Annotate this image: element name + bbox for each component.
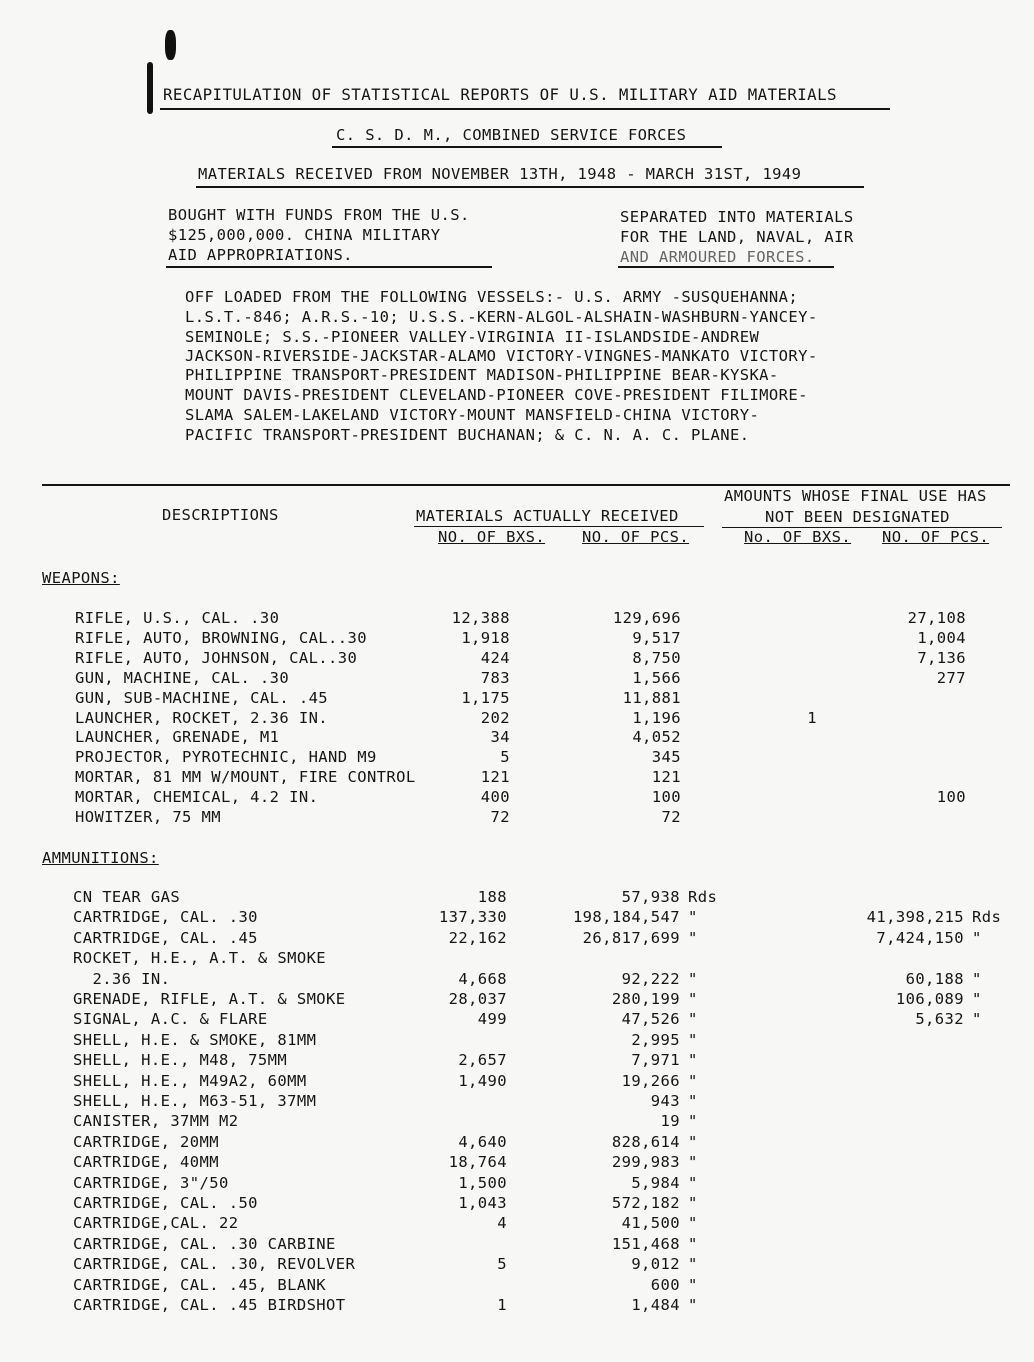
ammunition-received-boxes: 188 (477, 888, 507, 906)
ammunition-received-boxes: 22,162 (448, 929, 507, 947)
weapon-received-pieces: 129,696 (612, 609, 681, 627)
weapon-received-boxes: 424 (480, 649, 510, 667)
ammunition-description: CARTRIDGE, 3"/50 (73, 1174, 229, 1192)
weapon-received-boxes: 121 (480, 768, 510, 786)
header-recv-pcs: NO. OF PCS. (582, 528, 690, 546)
weapon-received-pieces: 345 (651, 748, 681, 766)
ammunition-received-pieces: 572,182 (611, 1194, 680, 1212)
ammunition-received-pieces: 2,995 (631, 1031, 680, 1049)
header-und-bxs: No. OF BXS. (744, 528, 852, 546)
ammunition-unit: " (688, 1276, 698, 1294)
ammunition-undesignated-pieces: 5,632 (915, 1010, 964, 1028)
ammunition-received-pieces: 1,484 (631, 1296, 680, 1314)
ammunition-received-boxes: 4,640 (458, 1133, 507, 1151)
ammunition-description: CANISTER, 37MM M2 (73, 1112, 239, 1130)
ammunition-unit: " (688, 1072, 698, 1090)
ammunition-received-pieces: 151,468 (611, 1235, 680, 1253)
ammunition-received-pieces: 299,983 (611, 1153, 680, 1171)
staple-mark (165, 30, 176, 60)
weapon-description: LAUNCHER, ROCKET, 2.36 IN. (75, 709, 329, 727)
vessels-line: SLAMA SALEM-LAKELAND VICTORY-MOUNT MANSFIELD-CHINA VICTORY- (185, 406, 760, 424)
vessels-line: PHILIPPINE TRANSPORT-PRESIDENT MADISON-PHILIPPINE BEAR-KYSKA- (185, 366, 779, 384)
table-top-rule (42, 484, 1010, 486)
weapon-undesignated-pieces: 1,004 (917, 629, 966, 647)
funding-line-2: $125,000,000. CHINA MILITARY (168, 226, 441, 244)
ammunition-received-pieces: 19 (660, 1112, 680, 1130)
ammunition-description: SHELL, H.E., M48, 75MM (73, 1051, 288, 1069)
ammunition-undesignated-unit: " (972, 929, 982, 947)
weapon-received-boxes: 1,918 (461, 629, 510, 647)
weapon-description: GUN, SUB-MACHINE, CAL. .45 (75, 689, 329, 707)
weapon-description: HOWITZER, 75 MM (75, 808, 221, 826)
weapon-received-boxes: 72 (490, 808, 510, 826)
ammunition-unit: " (688, 1051, 698, 1069)
weapon-description: RIFLE, AUTO, JOHNSON, CAL..30 (75, 649, 358, 667)
ammunition-unit: " (688, 1174, 698, 1192)
vessels-line: L.S.T.-846; A.R.S.-10; U.S.S.-KERN-ALGOL-ALSHAIN-WASHBURN-YANCEY- (185, 308, 818, 326)
ammunition-description: SHELL, H.E. & SMOKE, 81MM (73, 1031, 317, 1049)
ammunition-description: CARTRIDGE, CAL. .45, BLANK (73, 1276, 327, 1294)
ammunition-undesignated-unit: Rds (972, 908, 1002, 926)
ammunition-unit: " (688, 1092, 698, 1110)
ammunition-unit: " (688, 1235, 698, 1253)
ammunition-received-boxes: 4,668 (458, 970, 507, 988)
separation-line-3: AND ARMOURED FORCES. (620, 248, 815, 266)
separation-line-1: SEPARATED INTO MATERIALS (620, 208, 854, 226)
weapon-received-pieces: 4,052 (632, 728, 681, 746)
ammunition-description: CARTRIDGE, 40MM (73, 1153, 219, 1171)
ammunition-received-boxes: 1,490 (458, 1072, 507, 1090)
funding-underline (166, 266, 492, 268)
header-undesignated-1: AMOUNTS WHOSE FINAL USE HAS (724, 487, 987, 505)
document-title: RECAPITULATION OF STATISTICAL REPORTS OF U.S. MILITARY AID MATERIALS (163, 85, 837, 104)
vessels-line: MOUNT DAVIS-PRESIDENT CLEVELAND-PIONEER COVE-PRESIDENT FILIMORE- (185, 386, 808, 404)
ammunition-received-pieces: 600 (650, 1276, 680, 1294)
funding-line-3: AID APPROPRIATIONS. (168, 246, 353, 264)
period-line: MATERIALS RECEIVED FROM NOVEMBER 13TH, 1948 - MARCH 31ST, 1949 (198, 165, 802, 183)
ammunition-received-pieces: 5,984 (631, 1174, 680, 1192)
ammunitions-heading: AMMUNITIONS: (42, 849, 159, 867)
ammunition-received-pieces: 7,971 (631, 1051, 680, 1069)
header-und-pcs: NO. OF PCS. (882, 528, 990, 546)
vessels-line: SEMINOLE; S.S.-PIONEER VALLEY-VIRGINIA II-ISLANDSIDE-ANDREW (185, 328, 760, 346)
ammunition-received-pieces: 92,222 (621, 970, 680, 988)
weapon-description: MORTAR, 81 MM W/MOUNT, FIRE CONTROL (75, 768, 416, 786)
weapon-undesignated-pieces: 100 (936, 788, 966, 806)
vessels-line: JACKSON-RIVERSIDE-JACKSTAR-ALAMO VICTORY-VINGNES-MANKATO VICTORY- (185, 347, 818, 365)
org-underline (332, 146, 722, 148)
header-recv-bxs: NO. OF BXS. (438, 528, 546, 546)
ammunition-undesignated-unit: " (972, 990, 982, 1008)
ammunition-received-boxes: 4 (497, 1214, 507, 1232)
weapon-received-boxes: 202 (480, 709, 510, 727)
header-received: MATERIALS ACTUALLY RECEIVED (416, 507, 679, 525)
ammunition-received-boxes: 1,043 (458, 1194, 507, 1212)
ammunition-received-pieces: 943 (650, 1092, 680, 1110)
weapon-received-pieces: 1,196 (632, 709, 681, 727)
vessels-line: OFF LOADED FROM THE FOLLOWING VESSELS:- U.S. ARMY -SUSQUEHANNA; (185, 288, 799, 306)
header-descriptions: DESCRIPTIONS (162, 506, 279, 524)
ammunition-received-boxes: 1 (497, 1296, 507, 1314)
organization-line: C. S. D. M., COMBINED SERVICE FORCES (336, 126, 687, 144)
weapon-description: GUN, MACHINE, CAL. .30 (75, 669, 290, 687)
ammunition-received-pieces: 198,184,547 (572, 908, 680, 926)
separation-underline (618, 266, 834, 268)
ammunition-description: CARTRIDGE, CAL. .30 (73, 908, 258, 926)
weapon-description: PROJECTOR, PYROTECHNIC, HAND M9 (75, 748, 377, 766)
ammunition-description: CARTRIDGE,CAL. 22 (73, 1214, 239, 1232)
weapon-received-pieces: 121 (651, 768, 681, 786)
weapon-received-boxes: 34 (490, 728, 510, 746)
ammunition-description: CARTRIDGE, CAL. .30, REVOLVER (73, 1255, 356, 1273)
weapon-received-pieces: 1,566 (632, 669, 681, 687)
weapon-undesignated-pieces: 277 (936, 669, 966, 687)
ammunition-undesignated-unit: " (972, 970, 982, 988)
ammunition-description: CARTRIDGE, CAL. .45 BIRDSHOT (73, 1296, 346, 1314)
weapon-received-boxes: 12,388 (451, 609, 510, 627)
weapon-received-boxes: 400 (480, 788, 510, 806)
weapon-undesignated-boxes: 1 (807, 709, 817, 727)
ammunition-description: SHELL, H.E., M63-51, 37MM (73, 1092, 317, 1110)
ammunition-received-pieces: 47,526 (621, 1010, 680, 1028)
weapon-received-boxes: 5 (500, 748, 510, 766)
ammunition-received-boxes: 137,330 (438, 908, 507, 926)
ammunition-description: SHELL, H.E., M49A2, 60MM (73, 1072, 307, 1090)
period-underline (196, 186, 864, 188)
ammunition-unit: " (688, 908, 698, 926)
ammunition-received-boxes: 5 (497, 1255, 507, 1273)
ammunition-description: SIGNAL, A.C. & FLARE (73, 1010, 268, 1028)
header-undesignated-2: NOT BEEN DESIGNATED (765, 508, 950, 526)
ammunition-undesignated-unit: " (972, 1010, 982, 1028)
ammunition-received-pieces: 9,012 (631, 1255, 680, 1273)
ammunition-received-boxes: 2,657 (458, 1051, 507, 1069)
ammunition-description: CARTRIDGE, CAL. .30 CARBINE (73, 1235, 336, 1253)
ammunition-unit: " (688, 1133, 698, 1151)
vessels-line: PACIFIC TRANSPORT-PRESIDENT BUCHANAN; & C. N. A. C. PLANE. (185, 426, 750, 444)
ammunition-received-pieces: 57,938 (621, 888, 680, 906)
ammunition-description: ROCKET, H.E., A.T. & SMOKE (73, 949, 327, 967)
weapon-received-boxes: 783 (480, 669, 510, 687)
ammunition-unit: " (688, 970, 698, 988)
weapon-received-pieces: 11,881 (622, 689, 681, 707)
ammunition-received-pieces: 828,614 (611, 1133, 680, 1151)
ammunition-unit: " (688, 1153, 698, 1171)
weapon-description: LAUNCHER, GRENADE, M1 (75, 728, 280, 746)
ammunition-description: 2.36 IN. (73, 970, 171, 988)
ammunition-undesignated-pieces: 7,424,150 (876, 929, 964, 947)
weapon-received-pieces: 100 (651, 788, 681, 806)
ammunition-unit: " (688, 1112, 698, 1130)
ammunition-received-pieces: 41,500 (621, 1214, 680, 1232)
ammunition-received-boxes: 1,500 (458, 1174, 507, 1192)
ammunition-description: CARTRIDGE, CAL. .45 (73, 929, 258, 947)
ammunition-undesignated-pieces: 60,188 (905, 970, 964, 988)
weapon-description: RIFLE, U.S., CAL. .30 (75, 609, 280, 627)
ammunition-unit: " (688, 1296, 698, 1314)
ammunition-unit: " (688, 929, 698, 947)
ammunition-description: CARTRIDGE, CAL. .50 (73, 1194, 258, 1212)
ammunition-received-boxes: 499 (477, 1010, 507, 1028)
ammunition-unit: " (688, 1194, 698, 1212)
ammunition-received-pieces: 26,817,699 (582, 929, 680, 947)
ammunition-description: CARTRIDGE, 20MM (73, 1133, 219, 1151)
weapon-received-pieces: 9,517 (632, 629, 681, 647)
weapon-undesignated-pieces: 27,108 (907, 609, 966, 627)
ammunition-unit: " (688, 990, 698, 1008)
separation-line-2: FOR THE LAND, NAVAL, AIR (620, 228, 854, 246)
ammunition-description: GRENADE, RIFLE, A.T. & SMOKE (73, 990, 346, 1008)
ammunition-received-boxes: 28,037 (448, 990, 507, 1008)
ammunition-received-pieces: 19,266 (621, 1072, 680, 1090)
ammunition-received-pieces: 280,199 (611, 990, 680, 1008)
ammunition-undesignated-pieces: 106,089 (895, 990, 964, 1008)
ammunition-description: CN TEAR GAS (73, 888, 181, 906)
received-underline (414, 526, 704, 527)
punch-mark (147, 62, 153, 114)
title-underline (160, 108, 890, 110)
weapon-received-pieces: 8,750 (632, 649, 681, 667)
weapon-undesignated-pieces: 7,136 (917, 649, 966, 667)
weapon-received-pieces: 72 (661, 808, 681, 826)
weapon-received-boxes: 1,175 (461, 689, 510, 707)
weapon-description: MORTAR, CHEMICAL, 4.2 IN. (75, 788, 319, 806)
ammunition-unit: " (688, 1255, 698, 1273)
funding-line-1: BOUGHT WITH FUNDS FROM THE U.S. (168, 206, 470, 224)
ammunition-unit: Rds (688, 888, 718, 906)
ammunition-unit: " (688, 1214, 698, 1232)
weapons-heading: WEAPONS: (42, 569, 120, 587)
ammunition-received-boxes: 18,764 (448, 1153, 507, 1171)
ammunition-unit: " (688, 1031, 698, 1049)
ammunition-undesignated-pieces: 41,398,215 (866, 908, 964, 926)
ammunition-unit: " (688, 1010, 698, 1028)
weapon-description: RIFLE, AUTO, BROWNING, CAL..30 (75, 629, 367, 647)
